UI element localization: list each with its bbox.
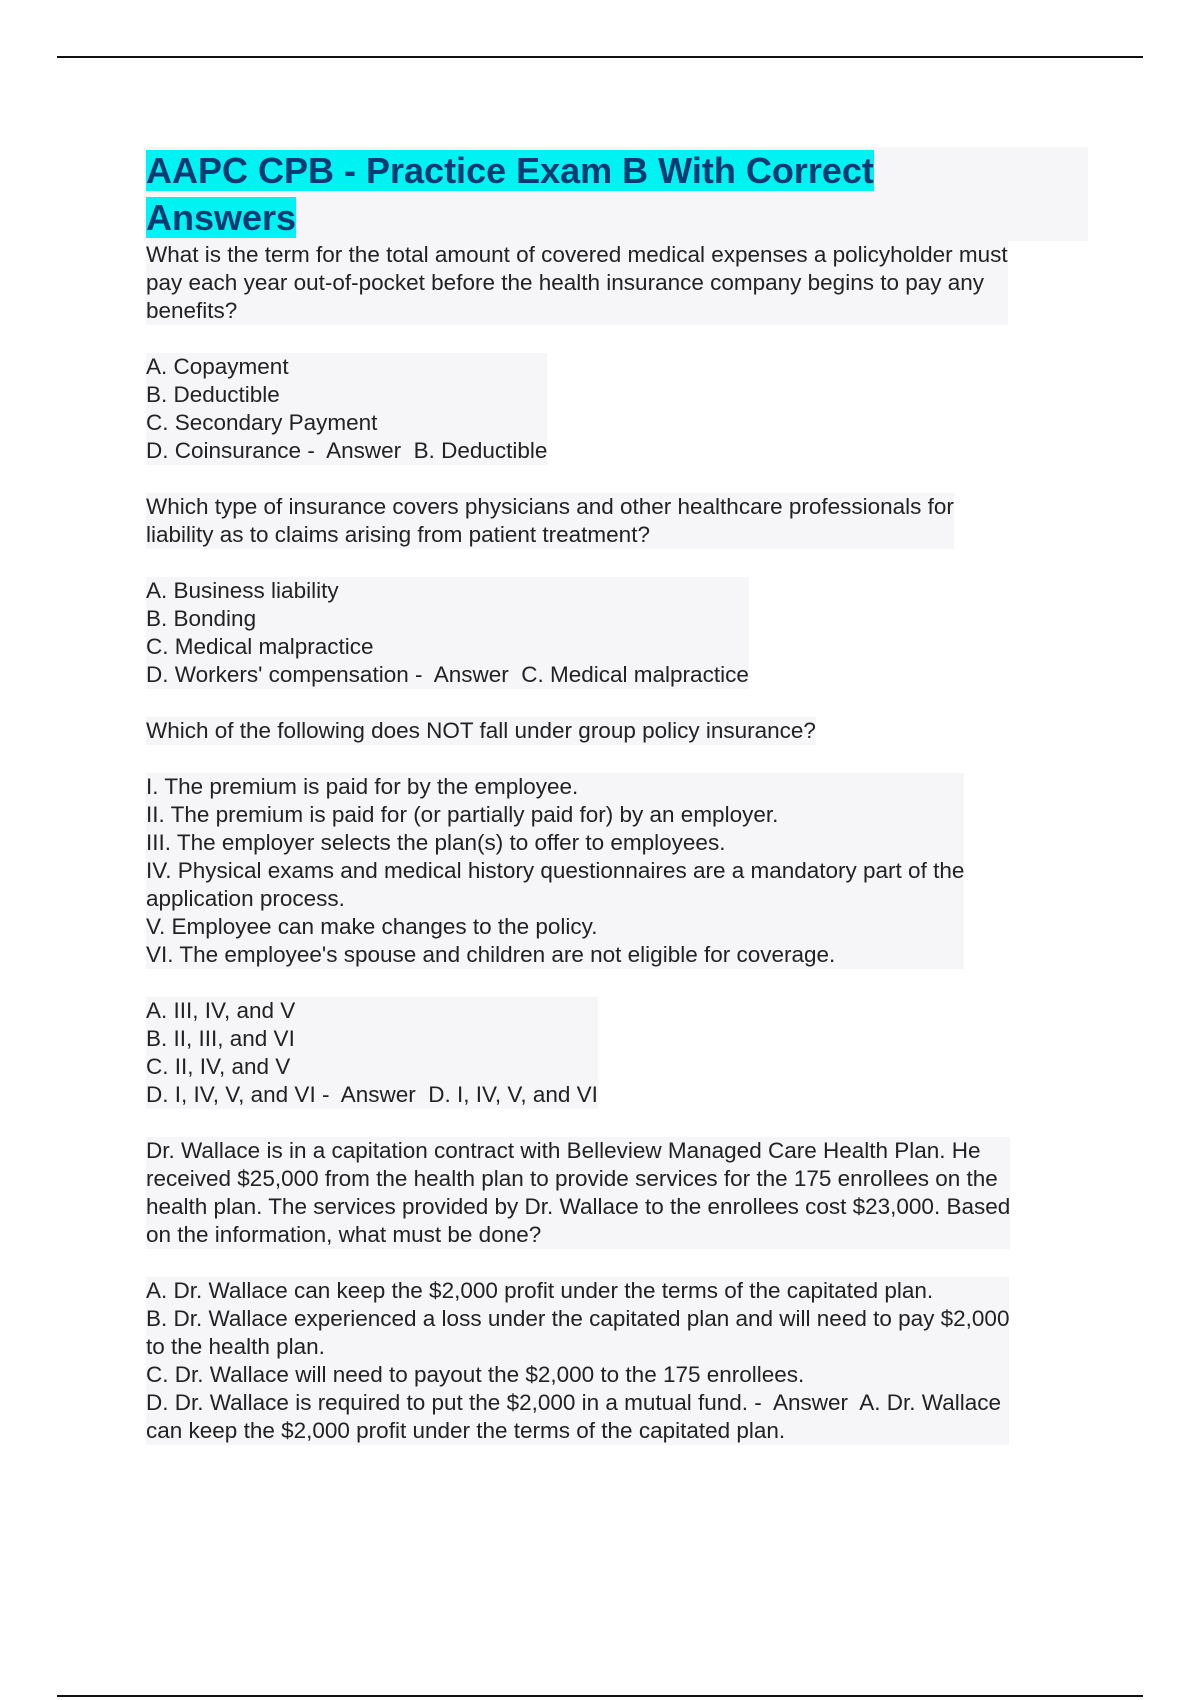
option-line: B. Bonding (146, 606, 257, 631)
option-line: A. Dr. Wallace can keep the $2,000 profit under the terms of the capitated plan. (146, 1278, 934, 1303)
question-item (146, 1137, 1086, 1445)
question-line: liability as to claims arising from patient treatment? (146, 522, 650, 547)
option-line: D. I, IV, V, and VI - Answer D. I, IV, V, and VI (146, 1082, 598, 1107)
option-line: B. II, III, and VI (146, 1026, 295, 1051)
statement-list (146, 773, 964, 969)
question-line: Which of the following does NOT fall under group policy insurance? (146, 718, 816, 743)
top-rule (57, 56, 1143, 58)
bottom-rule (57, 1695, 1143, 1697)
option-line: A. Business liability (146, 578, 339, 603)
question-line: received $25,000 from the health plan to provide services for the 175 enrollees on the (146, 1166, 998, 1191)
statement-line: I. The premium is paid for by the employee. (146, 774, 579, 799)
title-line-2: Answers (146, 197, 297, 238)
question-line: pay each year out-of-pocket before the health insurance company begins to pay any (146, 270, 985, 295)
option-line: C. Medical malpractice (146, 634, 374, 659)
option-line: C. Secondary Payment (146, 410, 378, 435)
answer-options (146, 577, 749, 689)
document-body (146, 147, 1086, 1473)
option-line: B. Dr. Wallace experienced a loss under the capitated plan and will need to pay $2,000 (146, 1306, 1010, 1331)
title-block (144, 147, 1088, 241)
title-line-1: AAPC CPB - Practice Exam B With Correct (146, 150, 874, 191)
question-text (146, 1137, 1010, 1249)
question-line: Dr. Wallace is in a capitation contract with Belleview Managed Care Health Plan. He (146, 1138, 981, 1163)
question-item (146, 241, 1086, 465)
option-line: D. Workers' compensation - Answer C. Medical malpractice (146, 662, 749, 687)
option-line: A. III, IV, and V (146, 998, 296, 1023)
statement-line: application process. (146, 886, 345, 911)
statement-line: IV. Physical exams and medical history questionnaires are a mandatory part of the (146, 858, 965, 883)
question-text (146, 241, 1008, 325)
option-line: C. II, IV, and V (146, 1054, 291, 1079)
question-line: Which type of insurance covers physicians and other healthcare professionals for (146, 494, 954, 519)
statement-line: VI. The employee's spouse and children are not eligible for coverage. (146, 942, 836, 967)
question-line: What is the term for the total amount of covered medical expenses a policyholder must (146, 242, 1008, 267)
option-line: B. Deductible (146, 382, 280, 407)
statement-line: III. The employer selects the plan(s) to offer to employees. (146, 830, 726, 855)
question-line: benefits? (146, 298, 238, 323)
option-line: A. Copayment (146, 354, 289, 379)
question-line: health plan. The services provided by Dr. Wallace to the enrollees cost $23,000. Based (146, 1194, 1011, 1219)
option-line: can keep the $2,000 profit under the terms of the capitated plan. (146, 1418, 786, 1443)
answer-options (146, 997, 598, 1109)
answer-options (146, 1277, 1009, 1445)
question-item (146, 493, 1086, 689)
statement-line: V. Employee can make changes to the policy. (146, 914, 598, 939)
option-line: C. Dr. Wallace will need to payout the $2,000 to the 175 enrollees. (146, 1362, 805, 1387)
answer-options (146, 353, 547, 465)
question-list (146, 241, 1086, 1445)
option-line: D. Dr. Wallace is required to put the $2,000 in a mutual fund. - Answer A. Dr. Wallace (146, 1390, 1001, 1415)
question-line: on the information, what must be done? (146, 1222, 542, 1247)
option-line: D. Coinsurance - Answer B. Deductible (146, 438, 548, 463)
option-line: to the health plan. (146, 1334, 325, 1359)
question-text (146, 717, 816, 745)
document-title (146, 147, 1086, 241)
question-text (146, 493, 954, 549)
question-item (146, 717, 1086, 1109)
statement-line: II. The premium is paid for (or partially paid for) by an employer. (146, 802, 779, 827)
